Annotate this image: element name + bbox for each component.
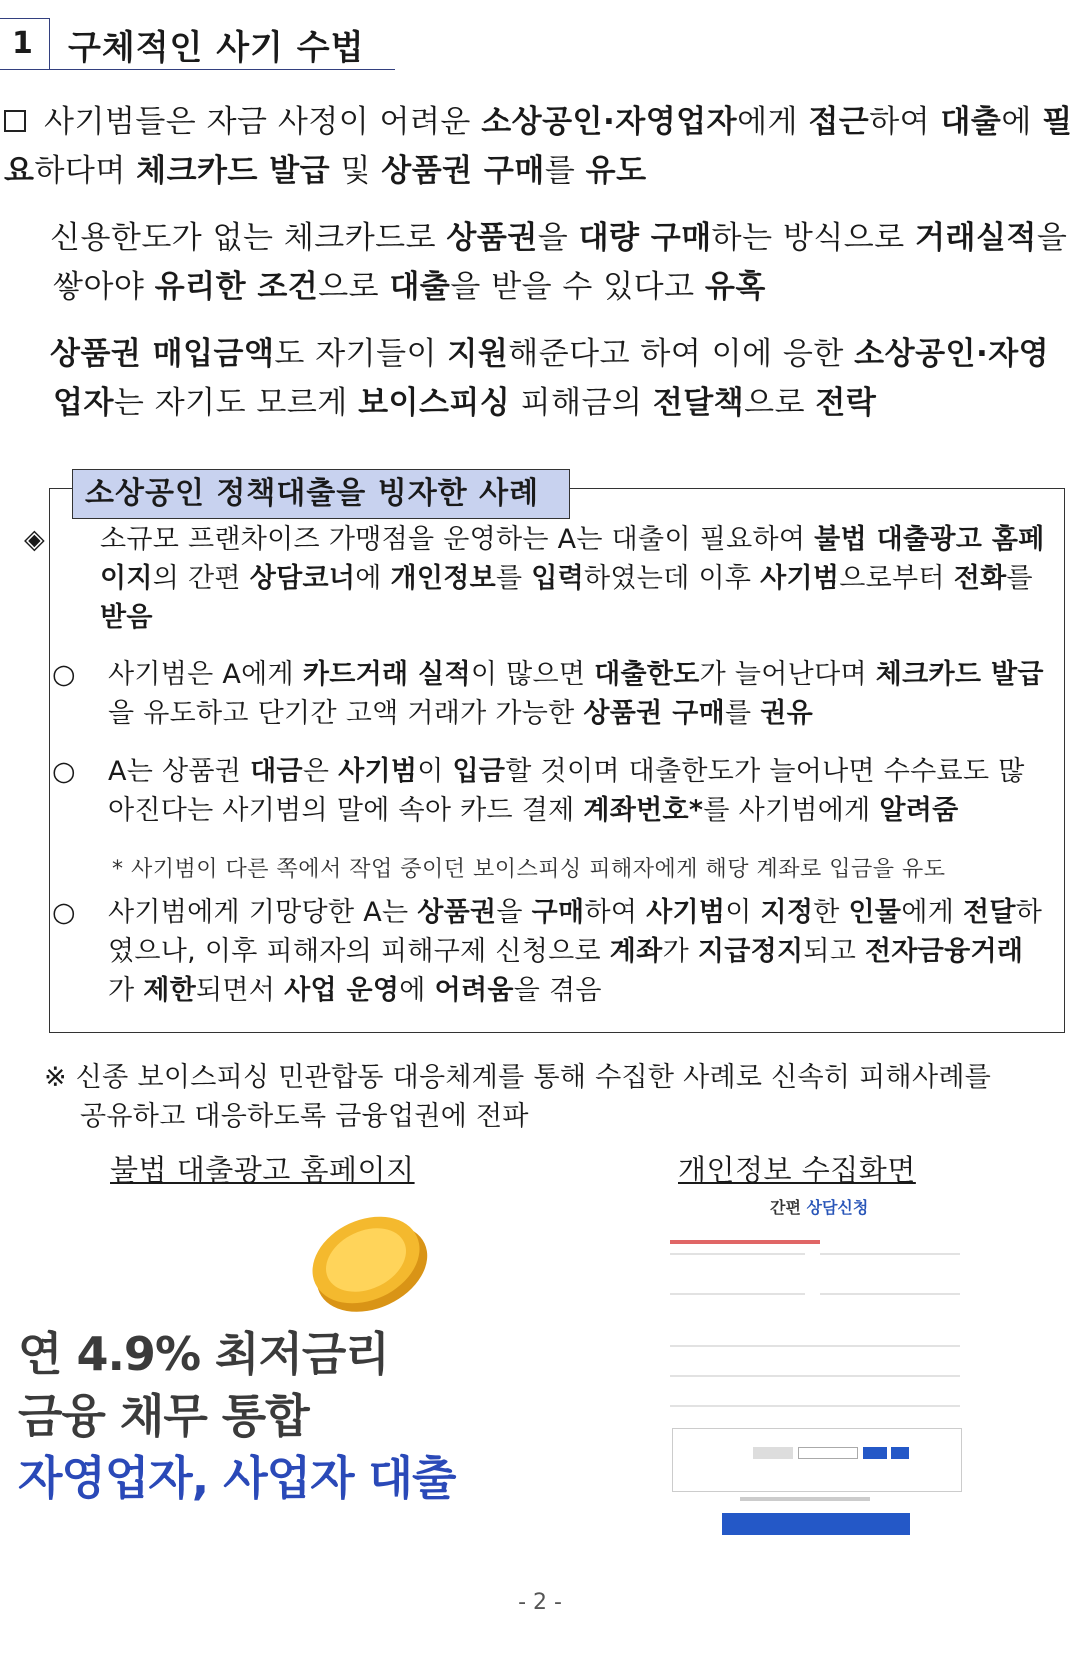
form-captcha-box — [672, 1428, 962, 1492]
case-item-2 — [52, 752, 1048, 830]
body-text: 가 — [662, 936, 698, 967]
emphasis-text: 지원 — [447, 336, 509, 372]
case-lead — [24, 520, 1047, 637]
body-text: A는 상품권 — [108, 756, 251, 787]
emphasis-text: 지급정지 — [697, 936, 804, 967]
form-field-line — [820, 1253, 960, 1255]
emphasis-text: 입력 — [531, 563, 585, 594]
emphasis-text: 사기범 — [338, 756, 418, 787]
captcha-button — [891, 1447, 909, 1459]
emphasis-text: 개인정보 — [390, 563, 497, 594]
circle-bullet-icon — [10, 214, 50, 263]
body-text: 으로부터 — [839, 563, 954, 594]
emphasis-text: 유도 — [585, 153, 647, 189]
body-text: 에 — [355, 563, 391, 594]
emphasis-text: 전화 — [953, 563, 1007, 594]
emphasis-text: 체크카드 발급 — [136, 153, 331, 189]
ad-image-label: 불법 대출광고 홈페이지 — [110, 1153, 415, 1187]
captcha-button — [863, 1447, 887, 1459]
body-text: 을 — [537, 220, 579, 256]
main-bullet — [4, 98, 1074, 196]
emphasis-text: 불법 대출광고 홈페이지 — [100, 524, 1045, 594]
circle-bullet-icon — [10, 330, 50, 379]
emphasis-text: 소상공인·자영업자 — [481, 104, 738, 140]
emphasis-text: 보이스피싱 — [358, 385, 511, 421]
emphasis-text: 상품권 매입금액 — [50, 336, 275, 372]
personal-info-form-image — [660, 1195, 970, 1535]
form-field-line — [670, 1375, 960, 1377]
body-text: 에게 — [737, 104, 809, 140]
body-text: 이 많으면 — [470, 659, 595, 690]
emphasis-text: 대량 구매 — [578, 220, 712, 256]
emphasis-text: 지정 — [760, 897, 814, 928]
body-text: 을 겪음 — [513, 975, 602, 1006]
emphasis-text: 전달책 — [652, 385, 745, 421]
captcha-input — [798, 1447, 858, 1459]
coin-icon — [300, 1200, 440, 1320]
emphasis-text: 계좌 — [609, 936, 663, 967]
body-text: 사기범은 A에게 — [108, 659, 303, 690]
emphasis-text: 접근 — [808, 104, 870, 140]
form-image-label: 개인정보 수집화면 — [678, 1153, 916, 1187]
emphasis-text: 사업 운영 — [284, 975, 400, 1006]
case-title: 소상공인 정책대출을 빙자한 사례 — [72, 469, 570, 519]
body-text: 신용한도가 없는 체크카드로 — [50, 220, 447, 256]
body-text: 되면서 — [196, 975, 285, 1006]
body-text: 해준다고 하여 이에 응한 — [508, 336, 855, 372]
body-text: 피해금의 — [510, 385, 653, 421]
emphasis-text: 계좌번호* — [583, 795, 704, 826]
body-text: 할 것이며 대출한도가 늘어나면 수수료도 많아진다는 사기범의 말에 속아 카드 결제 — [108, 756, 1025, 826]
body-text: 및 — [330, 153, 382, 189]
form-field-line — [670, 1405, 960, 1407]
body-text: 을 유도하고 단기간 고액 거래가 가능한 — [108, 698, 584, 729]
ad-line-2: 금융 채무 통합 — [18, 1389, 309, 1443]
square-bullet-icon — [4, 110, 26, 132]
sub-bullet-1 — [10, 214, 1074, 312]
form-title: 간편 상담신청 — [770, 1198, 869, 1217]
note-line-2: 공유하고 대응하도록 금융업권에 전파 — [80, 1101, 529, 1132]
emphasis-text: 대금 — [250, 756, 303, 787]
body-text: 를 — [496, 563, 532, 594]
body-text: 가 — [108, 975, 144, 1006]
body-text: 이 — [725, 897, 761, 928]
body-text: 을 쌓아야 — [53, 220, 1068, 305]
body-text: 에 — [1001, 104, 1043, 140]
body-text: 사기범들은 자금 사정이 어려운 — [44, 104, 482, 140]
case-item-3 — [52, 893, 1048, 1010]
page-number: - 2 - — [518, 1590, 562, 1615]
emphasis-text: 알려줌 — [879, 795, 959, 826]
body-text: 를 — [725, 698, 761, 729]
emphasis-text: 전자금융거래 — [865, 936, 1024, 967]
emphasis-text: 체크카드 발급 — [875, 659, 1044, 690]
body-text: 는 자기도 모르게 — [113, 385, 359, 421]
form-field-line — [670, 1253, 805, 1255]
body-text: 에 — [399, 975, 435, 1006]
case-item-1 — [52, 655, 1048, 733]
section-title: 구체적인 사기 수법 — [68, 28, 365, 68]
illegal-loan-ad-image — [8, 1200, 498, 1530]
body-text: 소규모 프랜차이즈 가맹점을 운영하는 A는 대출이 필요하여 — [100, 524, 815, 555]
body-text: 사기범에게 기망당한 A는 — [108, 897, 418, 928]
emphasis-text: 권유 — [760, 698, 814, 729]
body-text: 의 간편 — [152, 563, 250, 594]
body-text: 하다며 — [34, 153, 137, 189]
body-text: 하여 — [584, 897, 647, 928]
emphasis-text: 제한 — [143, 975, 197, 1006]
emphasis-text: 상품권 구매 — [381, 153, 545, 189]
form-consent-line — [740, 1497, 870, 1501]
body-text: 한 — [813, 897, 849, 928]
emphasis-text: 상품권 — [417, 897, 497, 928]
emphasis-text: 입금 — [452, 756, 506, 787]
form-field-line — [670, 1293, 805, 1295]
circle-bullet-icon: ○ — [52, 756, 76, 787]
form-field-line — [820, 1293, 960, 1295]
diamond-bullet-icon: ◈ — [24, 524, 46, 555]
emphasis-text: 구매 — [531, 897, 585, 928]
captcha-image — [753, 1447, 793, 1459]
body-text: 되고 — [803, 936, 866, 967]
form-notice-line — [670, 1240, 820, 1244]
case-footnote: * 사기범이 다른 쪽에서 작업 중이던 보이스피싱 피해자에게 해당 계좌로 입금을 유도 — [112, 857, 946, 882]
body-text: 하였으나, 이후 피해자의 피해구제 신청으로 — [108, 897, 1043, 967]
emphasis-text: 유리한 조건 — [154, 269, 319, 305]
dissemination-note — [44, 1058, 991, 1136]
ad-line-3: 자영업자, 사업자 대출 — [18, 1451, 456, 1505]
emphasis-text: 사기범 — [646, 897, 726, 928]
circle-bullet-icon: ○ — [52, 659, 76, 690]
body-text: 은 — [302, 756, 339, 787]
emphasis-text: 필요 — [4, 104, 1073, 189]
form-submit-button — [722, 1513, 910, 1535]
sub-bullet-2 — [10, 330, 1074, 428]
emphasis-text: 대출 — [389, 269, 451, 305]
body-text: 가 늘어난다며 — [699, 659, 876, 690]
body-text: 하여 — [869, 104, 941, 140]
note-line-1: ※ 신종 보이스피싱 민관합동 대응체계를 통해 수집한 사례로 신속히 피해사례를 — [44, 1062, 992, 1093]
emphasis-text: 대출한도 — [594, 659, 700, 690]
emphasis-text: 전락 — [815, 385, 877, 421]
body-text: 이 — [417, 756, 453, 787]
body-text: 를 사기범에게 — [703, 795, 880, 826]
body-text: 을 — [496, 897, 532, 928]
emphasis-text: 대출 — [940, 104, 1002, 140]
form-field-line — [670, 1345, 960, 1347]
section-number: 1 — [0, 18, 50, 70]
circle-bullet-icon: ○ — [52, 897, 76, 928]
emphasis-text: 상담코너 — [249, 563, 356, 594]
emphasis-text: 인물 — [848, 897, 902, 928]
emphasis-text: 어려움 — [434, 975, 514, 1006]
emphasis-text: 거래실적 — [915, 220, 1037, 256]
emphasis-text: 사기범 — [760, 563, 840, 594]
body-text: 하는 방식으로 — [711, 220, 916, 256]
emphasis-text: 받음 — [100, 602, 153, 633]
body-text: 으로 — [318, 269, 390, 305]
emphasis-text: 카드거래 실적 — [302, 659, 471, 690]
ad-line-1: 연 4.9% 최저금리 — [18, 1327, 389, 1381]
body-text: 를 — [1006, 563, 1033, 594]
body-text: 을 받을 수 있다고 — [450, 269, 705, 305]
section-header — [0, 14, 395, 70]
body-text: 에게 — [901, 897, 963, 928]
emphasis-text: 전달 — [962, 897, 1016, 928]
body-text: 를 — [544, 153, 586, 189]
emphasis-text: 상품권 구매 — [583, 698, 726, 729]
emphasis-text: 유혹 — [704, 269, 766, 305]
body-text: 도 자기들이 — [274, 336, 448, 372]
emphasis-text: 상품권 — [446, 220, 538, 256]
body-text: 하였는데 이후 — [584, 563, 761, 594]
body-text: 으로 — [744, 385, 816, 421]
emphasis-text: 소상공인·자영업자 — [53, 336, 1050, 421]
